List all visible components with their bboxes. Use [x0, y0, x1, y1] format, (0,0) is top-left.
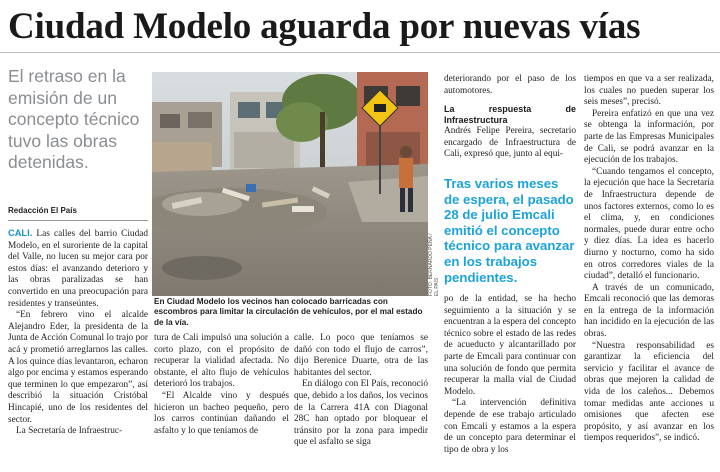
article-column-2: [154, 333, 289, 437]
article-column-4-bottom: [444, 294, 576, 456]
paragraph: La Secretaría de Infraestruc-: [16, 426, 123, 437]
headline: Ciudad Modelo aguarda por nuevas vías: [8, 6, 641, 47]
paragraph: A través de un comunicado, Emcali reconoció que las demoras en la entrega de la información han incidido en la ejecución de las obras.: [584, 282, 714, 340]
pull-quote: Tras varios meses de espera, el pasado 28 de julio Emcali emitió el concepto técnico para avanzar en los trabajos pendientes.: [444, 176, 575, 285]
paragraph: tura de Cali impulsó una solución a corto plazo, con el propósito de recuperar la vialidad afectada. No obstante, el alto flujo de vehículos deterioró los trabajos.: [154, 333, 289, 390]
paragraph-text: Las calles del barrio Ciudad Modelo, en el suroriente de la capital del Valle, no lucen su mejor cara por estos días: el avanzando deterioro y las obras paralizadas se han convertido en una preocupación para residentes y transeúntes.: [8, 229, 148, 309]
paragraph: “En febrero vino el alcalde Alejandro Eder, la presidenta de la Junta de Acción Comunal lo trajo por acá y prometió arreglarnos las calles. A los quince días levantaron, echaron algo por encima y estamos esperando que terminen lo que empezaron”, así describió la situación Cristóbal Hincapié, uno de los residentes del sector.: [8, 310, 148, 425]
byline-divider: [8, 220, 148, 221]
deck: El retraso en la emisión de un concepto técnico tuvo las obras detenidas.: [8, 66, 140, 172]
paragraph: “Nuestra responsabilidad es garantizar la eficiencia del servicio y facilitar el avance de obras que mejoren la calidad de vida de los caleños... Debemos tomar medidas ante acciones u omisiones que afecten ese propósito, y así avanzar en los tiempos requeridos”, se indicó.: [584, 340, 714, 444]
article-column-1: [8, 228, 148, 438]
article-column-4-top: [444, 74, 576, 161]
article-column-5: [584, 74, 714, 445]
paragraph: “El Alcalde vino y después hicieron un bacheo pequeño, pero los carros continúan dañando el asfalto y lo que teníamos de: [154, 390, 289, 436]
headline-divider: [0, 52, 720, 53]
paragraph: deteriorando por el paso de los automotores.: [444, 74, 576, 96]
paragraph: tiempos en que va a ser realizada, los cuales no pueden superar los seis meses”, precisó.: [584, 74, 714, 108]
photo-caption: En Ciudad Modelo los vecinos han colocado barricadas con escombros para limitar la circulación de vehículos, por el mal estado de la vía.: [154, 297, 423, 327]
photo-credit: FOTO: BERNARDO PEÑA / EL PAÍS: [428, 233, 440, 296]
paragraph: En diálogo con El País, reconoció que, debido a los daños, los vecinos de la Carrera 41A con Diagonal 28C han optado por bloquear el tránsito por la zona para impedir que el asfalto se siga: [294, 379, 428, 448]
paragraph: “Cuando tengamos el concepto, la ejecución que hace la Secretaría de Infraestructura depende de unos factores externos, como lo es el clima, y, en condiciones normales, puede durar entre ocho y diez días. La idea es hacerlo diurno y nocturno, como ha sido en otros corredores viales de la ciudad”, detalló el funcionario.: [584, 166, 714, 282]
news-photo: [152, 72, 428, 296]
paragraph: “La intervención definitiva depende de ese trabajo articulado con Emcali y estamos a la espera de un concepto para determinar el tipo de obra y los: [444, 398, 576, 455]
paragraph: Pereira enfatizó en que una vez se obtenga la información, por parte de las Empresas Municipales de Cali, se podrá avanzar en la ejecución de los trabajos.: [584, 108, 714, 166]
byline: Redacción El País: [8, 206, 77, 215]
paragraph: [8, 228, 148, 310]
subheading: La respuesta de Infraestructura: [444, 104, 576, 126]
paragraph: po de la entidad, se ha hecho seguimiento a la situación y se encuentran a la espera del concepto técnico sobre el estado de las redes de acueducto y alcantarillado por parte de Emcali para continuar con una solución de fondo que permita recuperar la malla vial de Ciudad Modelo.: [444, 294, 576, 397]
street-rubble-photo: [152, 72, 428, 296]
dateline: CALI.: [8, 228, 33, 238]
paragraph: Andrés Felipe Pereira, secretario encargado de Infraestructura de Cali, expresó que, junto al equi-: [444, 126, 576, 160]
article-column-3: [294, 333, 428, 449]
paragraph: calle. Lo poco que teníamos se dañó con todo el flujo de carros”, dijo Berenice Duarte, otra de las habitantes del sector.: [294, 333, 428, 378]
